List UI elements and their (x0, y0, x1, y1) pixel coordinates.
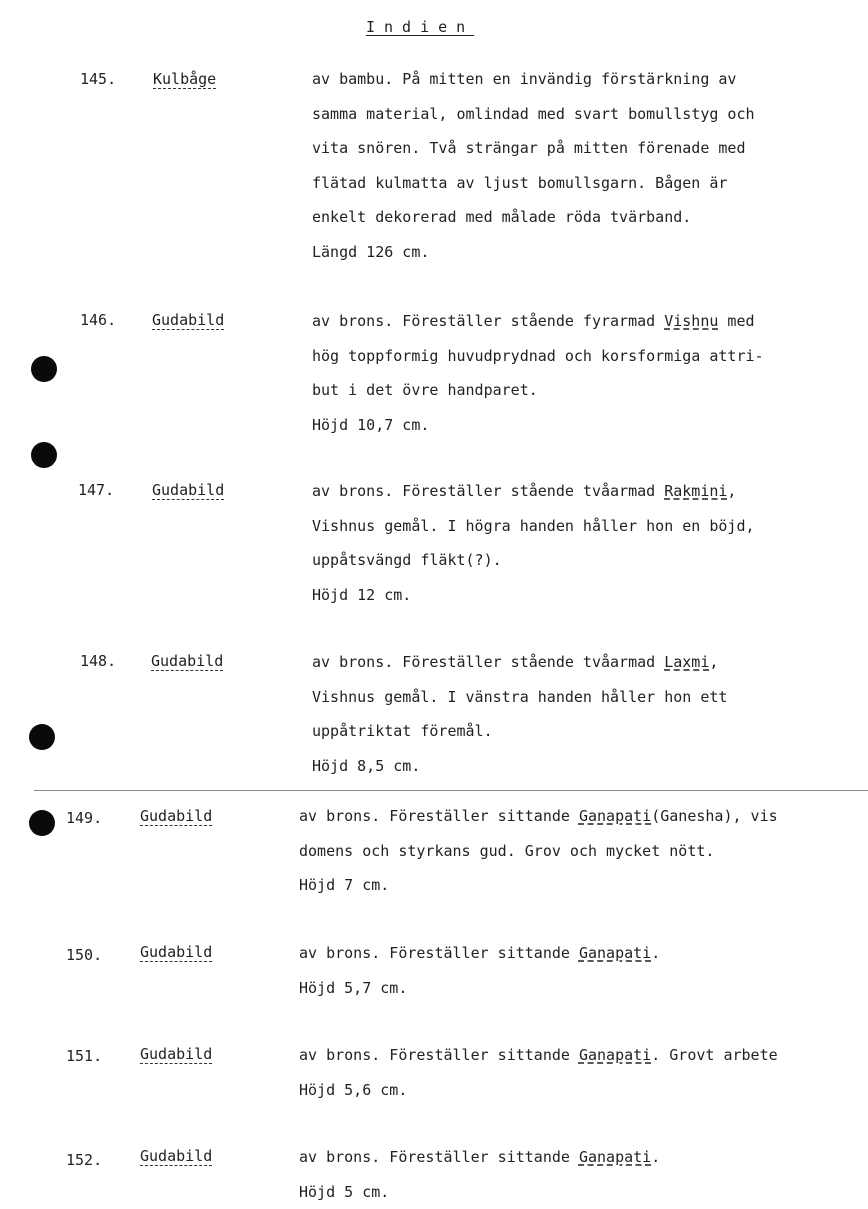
entry-description (299, 936, 859, 1005)
deity-name: Ganapati (579, 1148, 651, 1166)
description-line: Längd 126 cm. (312, 235, 868, 270)
entry-term: Gudabild (140, 1046, 212, 1064)
deity-name: Ganapati (579, 1046, 651, 1064)
entry-description (312, 645, 868, 783)
description-line: av brons. Föreställer sittande Ganapati. (299, 936, 859, 971)
description-line: Höjd 5 cm. (299, 1175, 859, 1209)
entry-number: 152. (66, 1151, 102, 1169)
description-line: Höjd 8,5 cm. (312, 749, 868, 784)
page-title: Indien (366, 18, 474, 36)
description-line: Vishnus gemål. I högra handen håller hon en böjd, (312, 509, 868, 544)
description-line: av brons. Föreställer sittande Ganapati(Ganesha), vis (299, 799, 859, 834)
entry-term: Gudabild (151, 653, 223, 671)
entry-term: Kulbåge (153, 71, 216, 89)
entry-term: Gudabild (140, 944, 212, 962)
description-line: hög toppformig huvudprydnad och korsformiga attri- (312, 339, 868, 374)
description-line: domens och styrkans gud. Grov och mycket nött. (299, 834, 859, 869)
description-line: vita snören. Två strängar på mitten förenade med (312, 131, 868, 166)
description-line: Vishnus gemål. I vänstra handen håller hon ett (312, 680, 868, 715)
punch-hole-icon (29, 724, 55, 750)
description-line: Höjd 7 cm. (299, 868, 859, 903)
description-line: av brons. Föreställer sittande Ganapati. Grovt arbete (299, 1038, 859, 1073)
entry-term: Gudabild (152, 482, 224, 500)
description-line: Höjd 5,7 cm. (299, 971, 859, 1006)
entry-description (299, 1038, 859, 1107)
horizontal-rule (34, 790, 868, 791)
punch-hole-icon (31, 356, 57, 382)
deity-name: Rakmini (664, 482, 727, 500)
description-line: samma material, omlindad med svart bomullstyg och (312, 97, 868, 132)
description-line: enkelt dekorerad med målade röda tvärband. (312, 200, 868, 235)
description-line: Höjd 5,6 cm. (299, 1073, 859, 1108)
description-line: av brons. Föreställer stående tvåarmad Rakmini, (312, 474, 868, 509)
entry-number: 149. (66, 809, 102, 827)
punch-hole-icon (29, 810, 55, 836)
deity-name: Vishnu (664, 312, 718, 330)
description-line: flätad kulmatta av ljust bomullsgarn. Bågen är (312, 166, 868, 201)
description-line: uppåtriktat föremål. (312, 714, 868, 749)
description-line: uppåtsvängd fläkt(?). (312, 543, 868, 578)
description-line: Höjd 10,7 cm. (312, 408, 868, 443)
entry-description (299, 1140, 859, 1209)
entry-number: 146. (80, 311, 116, 329)
entry-number: 151. (66, 1047, 102, 1065)
description-line: av brons. Föreställer sittande Ganapati. (299, 1140, 859, 1175)
entry-description (299, 799, 859, 903)
deity-name: Ganapati (579, 807, 651, 825)
description-line: Höjd 12 cm. (312, 578, 868, 613)
description-line: av brons. Föreställer stående fyrarmad Vishnu med (312, 304, 868, 339)
entry-number: 148. (80, 652, 116, 670)
entry-number: 147. (78, 481, 114, 499)
entry-number: 145. (80, 70, 116, 88)
description-line: av bambu. På mitten en invändig förstärkning av (312, 62, 868, 97)
description-line: but i det övre handparet. (312, 373, 868, 408)
entry-number: 150. (66, 946, 102, 964)
entry-term: Gudabild (140, 808, 212, 826)
entry-term: Gudabild (140, 1148, 212, 1166)
punch-hole-icon (31, 442, 57, 468)
entry-description (312, 62, 868, 269)
entry-description (312, 304, 868, 442)
deity-name: Laxmi (664, 653, 709, 671)
entry-term: Gudabild (152, 312, 224, 330)
description-line: av brons. Föreställer stående tvåarmad Laxmi, (312, 645, 868, 680)
entry-description (312, 474, 868, 612)
deity-name: Ganapati (579, 944, 651, 962)
